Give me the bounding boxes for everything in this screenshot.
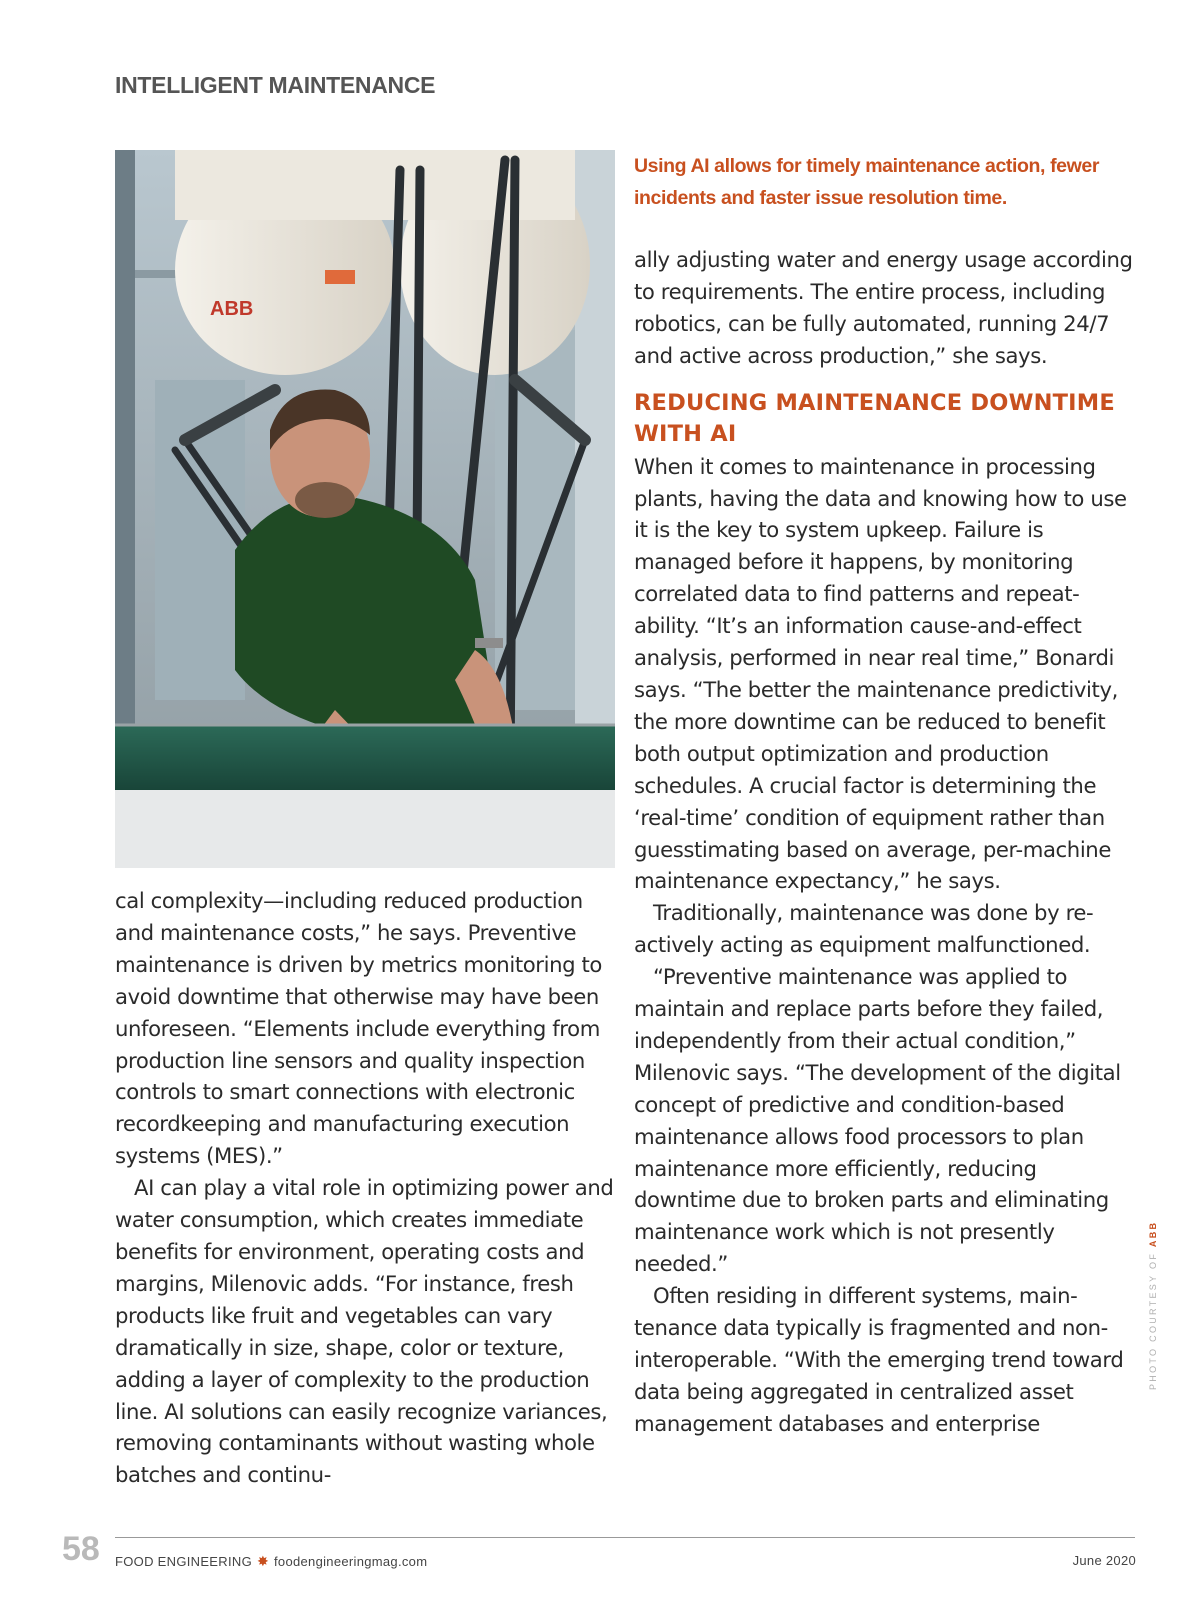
issue-date: June 2020	[1072, 1553, 1136, 1568]
photo-credit	[1148, 1221, 1158, 1390]
svg-text:ABB: ABB	[210, 298, 254, 320]
body-paragraph: Traditionally, maintenance was done by reactively acting as equipment malfunctioned.	[634, 900, 1094, 958]
right-column	[634, 244, 1134, 1440]
body-paragraph: AI can play a vital role in optimizing power and water consumption, which creates immediate benefits for environment, operating costs and margins, Milenovic adds. “For instance, fresh products like fruit and vegetables can vary dramatically in size, shape, color or texture, adding a layer of complexity to the production line. AI solutions can easily recognize variances, removing contaminants without wasting whole batches and continu-	[115, 1175, 614, 1488]
page-number: 58	[62, 1530, 100, 1568]
left-column	[115, 885, 617, 1491]
body-paragraph: cal complexity—including reduced production and maintenance costs,” he says. Preventive maintenance is driven by metrics monitoring to avoid downtime that otherwise may have been unforeseen. “Elements include everything from production line sensors and quality inspection controls to smart connections with electronic recordkeeping and manufacturing execution systems (MES).”	[115, 888, 602, 1169]
footer-divider	[115, 1537, 1135, 1538]
body-paragraph: Often residing in different systems, maintenance data typically is fragmented and non-interoperable. “With the emerging trend toward data being aggregated in centralized asset management databases and enterprise	[634, 1283, 1124, 1436]
pull-quote: Using AI allows for timely maintenance action, fewer incidents and faster issue resolution time.	[634, 155, 1100, 209]
body-paragraph: “Preventive maintenance was applied to maintain and replace parts before they failed, independently from their actual condition,” Milenovic says. “The development of the digital concept of predictive and condition-based maintenance allows food processors to plan maintenance more efficiently, reducing downtime due to broken parts and eliminating maintenance work which is not presently needed.”	[634, 964, 1121, 1277]
subheading: REDUCING MAINTENANCE DOWNTIME WITH AI	[634, 389, 1115, 447]
photo-credit-source: ABB	[1148, 1220, 1158, 1248]
footer-publication	[115, 1553, 427, 1570]
bullet-icon: ✸	[256, 1553, 270, 1569]
body-paragraph: ally adjusting water and energy usage according to requirements. The entire process, including robotics, can be fully automated, running 24/7 and active across production,” she says.	[634, 247, 1133, 368]
website-link[interactable]: foodengineeringmag.com	[274, 1554, 428, 1569]
publication-name: FOOD ENGINEERING	[115, 1554, 252, 1569]
section-label: INTELLIGENT MAINTENANCE	[115, 72, 436, 98]
body-paragraph: When it comes to maintenance in processing plants, having the data and knowing how to use it is the key to system upkeep. Failure is managed before it happens, by monitoring correlated data to find patterns and repeatability. “It’s an information cause-and-effect analysis, performed in near real time,” Bonardi says. “The better the maintenance predictivity, the more downtime can be reduced to benefit both output optimization and production schedules. A crucial factor is determining the ‘real-time’ condition of equipment rather than guesstimating based on average, per-machine maintenance expectancy,” he says.	[634, 453, 1127, 894]
photo-credit-prefix: PHOTO COURTESY OF	[1148, 1251, 1158, 1390]
article-photo	[115, 150, 615, 868]
